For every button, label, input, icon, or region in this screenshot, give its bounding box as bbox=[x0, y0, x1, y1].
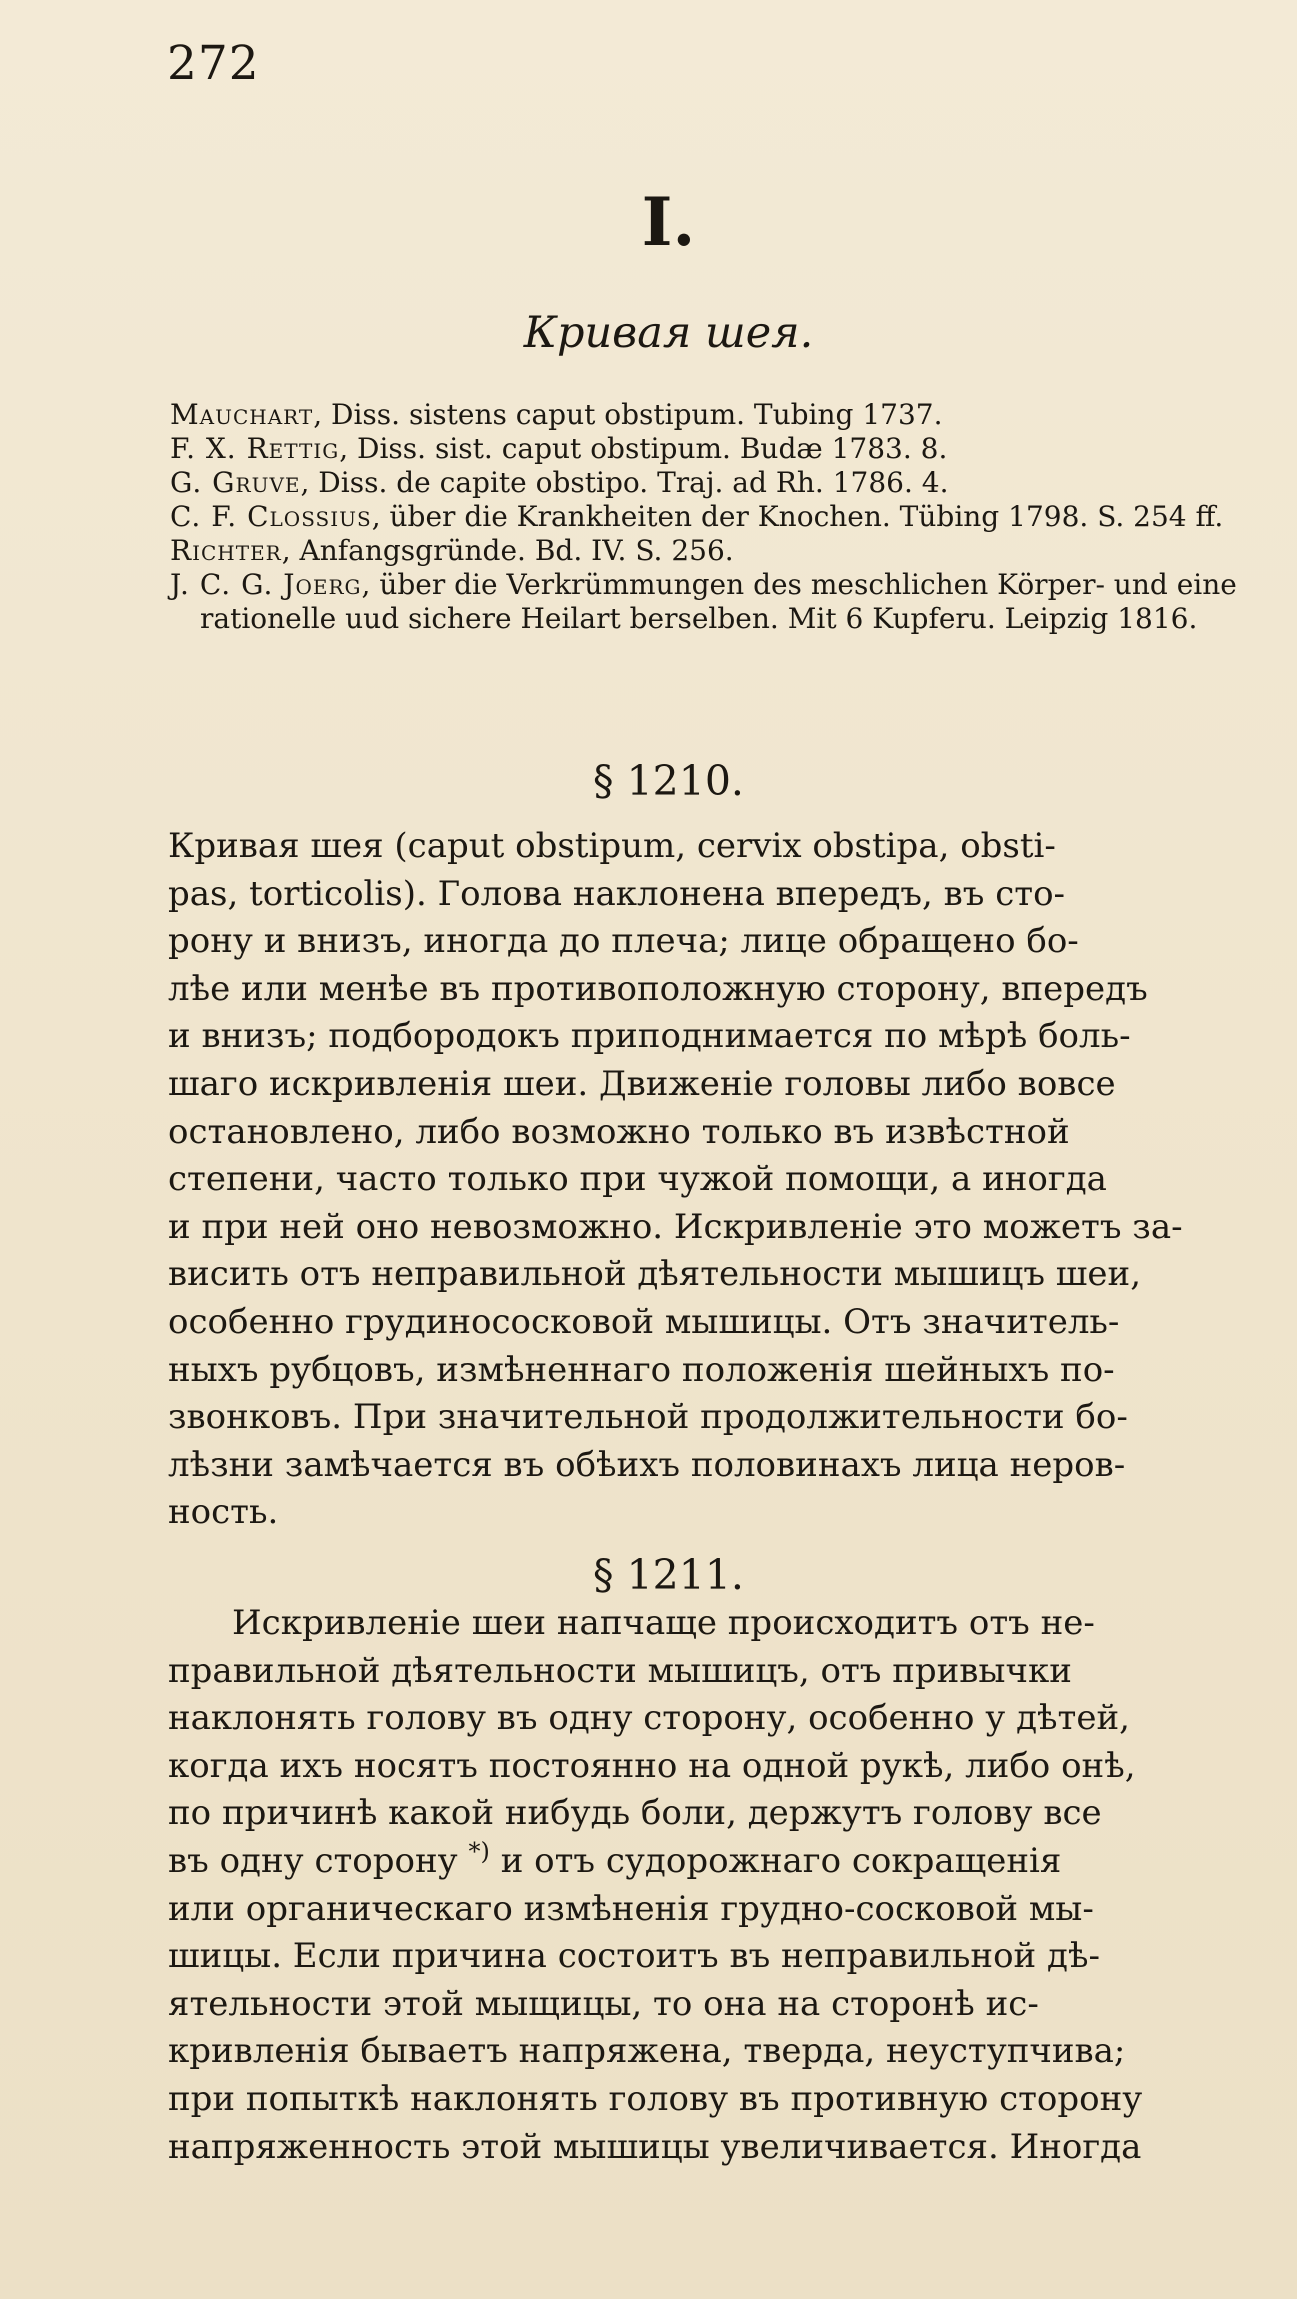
text-line: правильной дѣятельности мышицъ, отъ привычки bbox=[168, 1650, 1072, 1691]
text-line: ность. bbox=[168, 1492, 279, 1533]
section-title: Кривая шея. bbox=[523, 308, 814, 358]
text-line: остановлено, либо возможно только въ извѣстной bbox=[168, 1111, 1070, 1152]
text-line: шаго искривленія шеи. Движеніе головы либо вовсе bbox=[168, 1063, 1116, 1104]
page-number: 272 bbox=[167, 36, 260, 91]
reference-entry: C. F. Clossius, über die Krankheiten der Knochen. Tübing 1798. S. 254 ff. bbox=[170, 500, 1224, 533]
text-line: и при ней оно невозможно. Искривленіе это можетъ за- bbox=[168, 1206, 1183, 1247]
text-line: шицы. Если причина состоитъ въ неправильной дѣ- bbox=[168, 1936, 1100, 1977]
reference-entry: Richter, Anfangsgründe. Bd. IV. S. 256. bbox=[170, 534, 734, 567]
text-line: напряженность этой мышицы увеличивается. Иногда bbox=[168, 2126, 1142, 2167]
paragraph-heading-1210: § 1210. bbox=[593, 757, 744, 805]
text-line: въ одну сторону *) и отъ судорожнаго сокращенія bbox=[168, 1837, 1062, 1881]
text-line: Кривая шея (caput obstipum, cervix obstipa, obsti- bbox=[168, 826, 1056, 866]
text-line: ятельности этой мыщицы, то она на сторонѣ ис- bbox=[168, 1983, 1039, 2024]
text-line: особенно грудиноcосковой мышицы. Отъ значитель- bbox=[168, 1301, 1120, 1342]
text-line: или органическаго измѣненія грудно-сосковой мы- bbox=[168, 1888, 1094, 1929]
chapter-number: I. bbox=[641, 183, 696, 261]
text-line: кривленія бываетъ напряжена, тверда, неуступчива; bbox=[168, 2031, 1126, 2072]
text-line: рону и внизъ, иногда до плеча; лице обращено бо- bbox=[168, 921, 1079, 962]
text-line: Искривленіе шеи напчаще происходитъ отъ не- bbox=[232, 1603, 1095, 1643]
paragraph-1211 bbox=[168, 1600, 1240, 2171]
text-line: по причинѣ какой нибудь боли, держутъ голову все bbox=[168, 1793, 1102, 1834]
footnote-marker: *) bbox=[468, 1837, 490, 1866]
text-line: степени, часто только при чужой помощи, а иногда bbox=[168, 1159, 1107, 1200]
paragraph-1210 bbox=[168, 823, 1240, 1537]
text-line: pas, torticolis). Голова наклонена впередъ, въ сто- bbox=[168, 873, 1066, 914]
paragraph-heading-1211: § 1211. bbox=[593, 1551, 744, 1599]
text-line: когда ихъ носятъ постоянно на одной рукѣ, либо онѣ, bbox=[168, 1745, 1136, 1786]
text-line: лѣе или менѣе въ противоположную сторону, впередъ bbox=[168, 968, 1148, 1009]
text-line: лѣзни замѣчается въ обѣихъ половинахъ лица неров- bbox=[168, 1444, 1126, 1485]
reference-entry: Mauchart, Diss. sistens caput obstipum. Tubing 1737. bbox=[170, 398, 943, 431]
bibliography bbox=[170, 398, 1242, 636]
text-line: наклонять голову въ одну сторону, особенно у дѣтей, bbox=[168, 1698, 1130, 1739]
text-line: висить отъ неправильной дѣятельности мышицъ шеи, bbox=[168, 1254, 1142, 1295]
reference-entry: J. C. G. Joerg, über die Verkrümmungen des meschlichen Körper- und eine rationelle uud sichere Heilart berselben. Mit 6 Kupferu. Leipzig 1816. bbox=[170, 568, 1237, 635]
reference-entry: F. X. Rettig, Diss. sist. caput obstipum. Budæ 1783. 8. bbox=[170, 432, 948, 465]
reference-entry: G. Gruve, Diss. de capite obstipo. Traj. ad Rh. 1786. 4. bbox=[170, 466, 949, 499]
text-line: ныхъ рубцовъ, измѣненнаго положенія шейныхъ по- bbox=[168, 1349, 1115, 1390]
text-line: при попыткѣ наклонять голову въ противную сторону bbox=[168, 2078, 1143, 2119]
text-line: и внизъ; подбородокъ приподнимается по мѣрѣ боль- bbox=[168, 1016, 1131, 1057]
text-line: звонковъ. При значительной продолжительности бо- bbox=[168, 1397, 1128, 1438]
